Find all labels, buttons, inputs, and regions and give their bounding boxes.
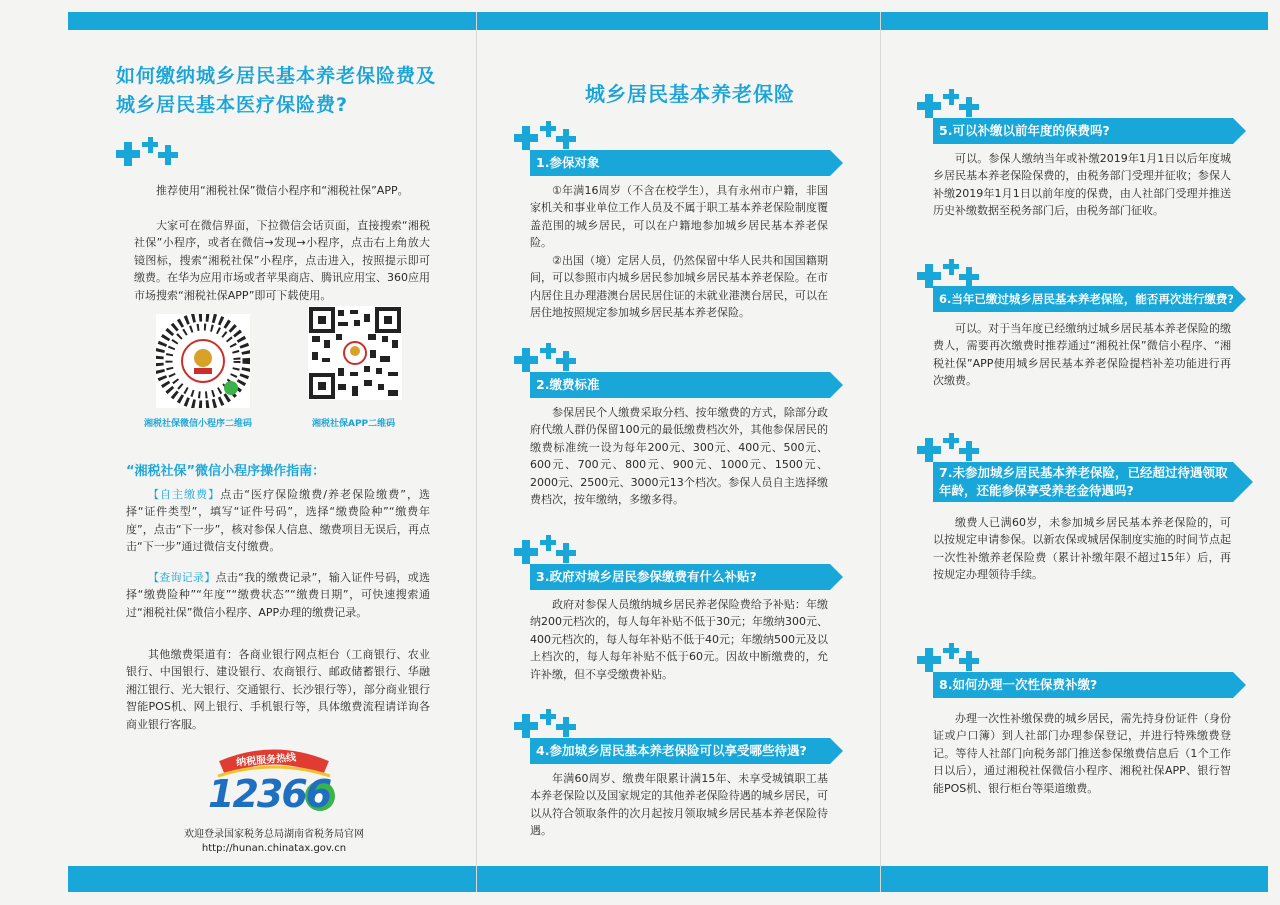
section-1-heading: 1.参保对象 bbox=[530, 150, 830, 176]
section-4-heading: 4.参加城乡居民基本养老保险可以享受哪些待遇? bbox=[530, 738, 830, 764]
section-3-paragraph: 政府对参保人员缴纳城乡居民养老保险费给予补贴：年缴纳200元档次的，每人每年补贴不低于30元；年缴纳300元、400元档次的，每人每年补贴不低于40元；年缴纳500元及以上档次的，每人每年补贴不低于60元。因故中断缴费的，允许补缴，但不享受缴费补贴。 bbox=[530, 598, 828, 681]
section-6-heading: 6.当年已缴过城乡居民基本养老保险，能否再次进行缴费? bbox=[933, 286, 1233, 312]
section-5-heading: 5.可以补缴以前年度的保费吗? bbox=[933, 118, 1233, 144]
other-channels-paragraph: 其他缴费渠道有：各商业银行网点柜台（工商银行、农业银行、中国银行、建设银行、农商银行、邮政储蓄银行、华融湘江银行、光大银行、交通银行、长沙银行等），部分商业银行智能POS机、网上银行、手机银行等，具体缴费流程请详询各商业银行客服。 bbox=[126, 648, 430, 731]
self-pay-text: 点击“医疗保险缴费/养老保险缴费”，选择“证件类型”，填写“证件号码”，选择“缴费险种”“缴费年度”，点击“下一步”，核对参保人信息、缴费项目无误后，再点击“下一步”通过微信支付缴费。 bbox=[126, 488, 431, 554]
section-6-paragraph: 可以。对于当年度已经缴纳过城乡居民基本养老保险的缴费人，需要再次缴费时推荐通过“湘税社保”微信小程序、“湘税社保”APP使用城乡居民基本养老保险提档补差功能进行再次缴费。 bbox=[933, 322, 1231, 388]
self-pay-tag: 【自主缴费】 bbox=[148, 488, 221, 501]
cross-decoration-icon bbox=[116, 138, 186, 174]
mini-program-qr-code bbox=[156, 314, 250, 408]
section-4-paragraph: 年满60周岁、缴费年限累计满15年、未享受城镇职工基本养老保险以及国家规定的其他养老保险待遇的城乡居民，可以从符合领取条件的次月起按月领取城乡居民基本养老保险待遇。 bbox=[530, 772, 828, 838]
hotline-logo bbox=[204, 746, 344, 826]
fold-line bbox=[880, 12, 881, 892]
section-7-heading: 7.未参加城乡居民基本养老保险，已经超过待遇领取年龄，还能参保享受养老金待遇吗? bbox=[933, 462, 1233, 502]
intro-paragraph: 推荐使用“湘税社保”微信小程序和“湘税社保”APP。 bbox=[156, 184, 409, 197]
query-tag: 【查询记录】 bbox=[148, 571, 216, 584]
left-title: 如何缴纳城乡居民基本养老保险费及城乡居民基本医疗保险费? bbox=[116, 65, 437, 116]
app-qr-caption: 湘税社保APP二维码 bbox=[312, 419, 396, 429]
section-1-paragraph-2: ②出国（境）定居人员，仍然保留中华人民共和国国籍期间，可以参照市内城乡居民参加城乡居民基本养老保险。在市内居住且办理港澳台居民居住证的未就业港澳台居民，可以在居住地按照规定参加城乡居民基本养老保险。 bbox=[530, 254, 828, 320]
footer-text: 欢迎登录国家税务总局湖南省税务局官网 bbox=[184, 829, 364, 840]
middle-panel bbox=[500, 30, 860, 866]
search-instructions: 大家可在微信界面，下拉微信会话页面，直接搜索“湘税社保”小程序，或者在微信→发现→小程序，点击右上角放大镜图标，搜索“湘税社保”小程序，点击进入，按照提示即可缴费。在华为应用市场或者苹果商店、腾讯应用宝、360应用市场搜索“湘税社保APP”即可下载使用。 bbox=[134, 219, 430, 302]
guide-title: “湘税社保”微信小程序操作指南： bbox=[126, 464, 326, 479]
section-8-paragraph: 办理一次性补缴保费的城乡居民，需先持身份证件（身份证或户口簿）到人社部门办理参保登记，并进行特殊缴费登记。等待人社部门向税务部门推送参保缴费信息后（1个工作日以后），通过湘税社保微信小程序、湘税社保APP、银行智能POS机、银行柜台等渠道缴费。 bbox=[933, 712, 1231, 795]
app-qr-code bbox=[308, 306, 402, 400]
right-panel bbox=[905, 30, 1250, 866]
fold-line bbox=[476, 12, 477, 892]
top-band bbox=[68, 12, 1268, 30]
section-3-heading: 3.政府对城乡居民参保缴费有什么补贴? bbox=[530, 564, 830, 590]
left-panel bbox=[100, 30, 440, 866]
bottom-band bbox=[68, 866, 1268, 892]
query-paragraph bbox=[126, 569, 430, 621]
mini-program-qr-caption: 湘税社保微信小程序二维码 bbox=[144, 419, 253, 429]
hotline-label: 纳税服务热线 bbox=[235, 752, 297, 769]
section-1-paragraph-1: ①年满16周岁（不含在校学生），具有永州市户籍，非国家机关和事业单位工作人员及不属于职工基本养老保险制度覆盖范围的城乡居民，可以在户籍地参加城乡居民基本养老保险。 bbox=[530, 184, 828, 250]
footer-url[interactable]: http://hunan.chinatax.gov.cn bbox=[201, 843, 347, 854]
query-text: 点击“我的缴费记录”，输入证件号码，或选择“缴费险种”“年度”“缴费状态”“缴费日期”，可快速搜索通过“湘税社保”微信小程序、APP办理的缴费记录。 bbox=[126, 571, 431, 619]
hotline-number: 12366 bbox=[208, 772, 331, 816]
middle-title: 城乡居民基本养老保险 bbox=[585, 82, 795, 106]
section-2-paragraph: 参保居民个人缴费采取分档、按年缴费的方式，除部分政府代缴人群仍保留100元的最低缴费档次外，其他参保居民的缴费标准统一设为每年200元、300元、400元、500元、600元、700元、800元、900元、1000元、1500元、2000元、2500元、3000元13个档次。参保人员自主选择缴费档次，按年缴纳，多缴多得。 bbox=[530, 406, 828, 507]
section-8-heading: 8.如何办理一次性保费补缴? bbox=[933, 672, 1233, 698]
section-7-paragraph: 缴费人已满60岁，未参加城乡居民基本养老保险的，可以按规定申请参保。以新农保或城居保制度实施的时间节点起一次性补缴养老保险费（累计补缴年限不超过15年）后，再按规定办理领待手续。 bbox=[933, 516, 1231, 582]
section-2-heading: 2.缴费标准 bbox=[530, 372, 830, 398]
section-5-paragraph: 可以。参保人缴纳当年或补缴2019年1月1日以后年度城乡居民基本养老保险保费的，由税务部门受理并征收；参保人补缴2019年1月1日以前年度的保费，由人社部门受理并推送历史补缴数据至税务部门后，由税务部门征收。 bbox=[933, 152, 1231, 218]
self-pay-paragraph bbox=[126, 486, 430, 556]
